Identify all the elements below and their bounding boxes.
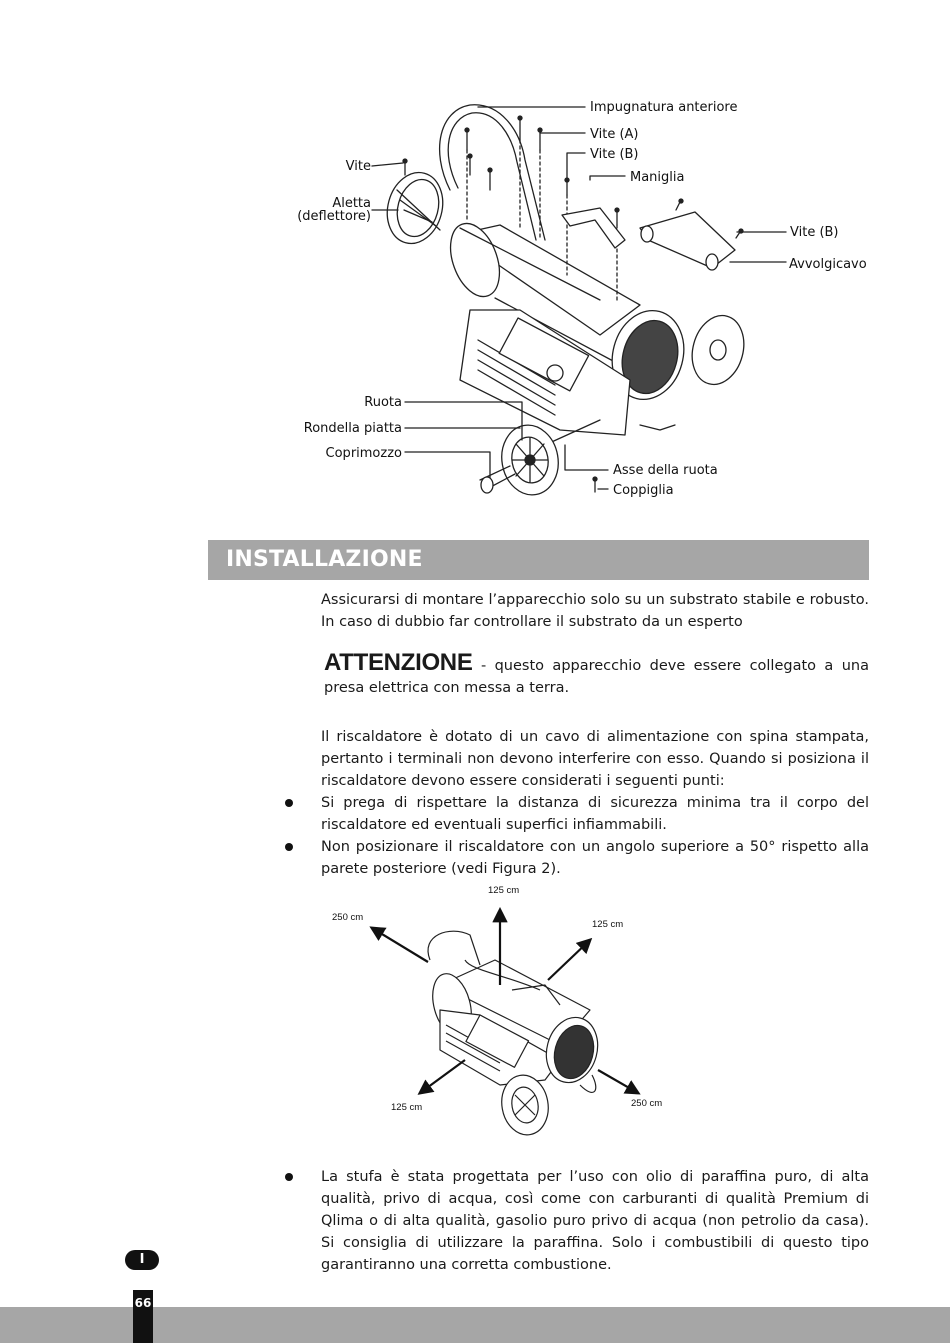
label-vite-a: Vite (A) [590,127,639,142]
label-vite-b-top: Vite (B) [590,147,639,162]
label-rondella: Rondella piatta [303,421,402,436]
label-coprimozzo: Coprimozzo [325,446,402,461]
label-asse: Asse della ruota [613,463,718,478]
bullet-item-distance: Si prega di rispettare la distanza di sicurezza minima tra il corpo del riscaldatore ed eventuali superfici infiammabili. [321,795,869,833]
dim-top-left: 250 cm [332,912,364,923]
label-deflettore: (deflettore) [297,209,371,224]
dim-bottom-right: 250 cm [631,1098,663,1109]
dim-bottom-left: 125 cm [391,1102,423,1113]
label-vite-left: Vite [345,159,371,174]
section-header [208,540,869,580]
page-number: 66 [133,1290,153,1343]
label-impugnatura: Impugnatura anteriore [590,100,738,115]
dim-top-right: 125 cm [592,919,624,930]
language-badge: I [125,1250,159,1270]
assembly-diagram [290,95,880,505]
dim-top: 125 cm [488,885,520,896]
label-avvolgicavo: Avvolgicavo [789,257,867,272]
warning-paragraph [324,649,869,699]
intro-paragraph: Assicurarsi di montare l’apparecchio solo su un substrato stabile e robusto. In caso di dubbio far controllare il substrato da un esperto [321,592,869,630]
warning-title: ATTENZIONE [324,649,473,676]
bullet-marker [285,1173,293,1181]
section-title: INSTALLAZIONE [226,547,423,572]
label-coppiglia: Coppiglia [613,483,674,498]
bullet-marker [285,843,293,851]
label-ruota: Ruota [364,395,402,410]
bullet-item-fuel: La stufa è stata progettata per l’uso con olio di paraffina puro, di alta qualità, privo di acqua, così come con carburanti di qualità Premium di Qlima o di alta qualità, gasolio puro privo di acqua (non petrolio da casa). Si consiglia di utilizzare la paraffina. Solo i combustibili di questo tipo garantiranno una corretta combustione. [321,1169,869,1273]
bullet-item-angle: Non posizionare il riscaldatore con un angolo superiore a 50° rispetto alla parete posteriore (vedi Figura 2). [321,839,869,877]
label-maniglia: Maniglia [630,170,685,185]
label-vite-b-right: Vite (B) [790,225,839,240]
bullet-marker [285,799,293,807]
warning-text: - questo apparecchio deve essere collegato a una presa elettrica con messa a terra. [324,658,869,696]
cord-paragraph: Il riscaldatore è dotato di un cavo di alimentazione con spina stampata, pertanto i terminali non devono interferire con esso. Quando si posiziona il riscaldatore devono essere considerati i seguenti punti: [321,729,869,789]
label-aletta: Aletta [332,196,371,211]
